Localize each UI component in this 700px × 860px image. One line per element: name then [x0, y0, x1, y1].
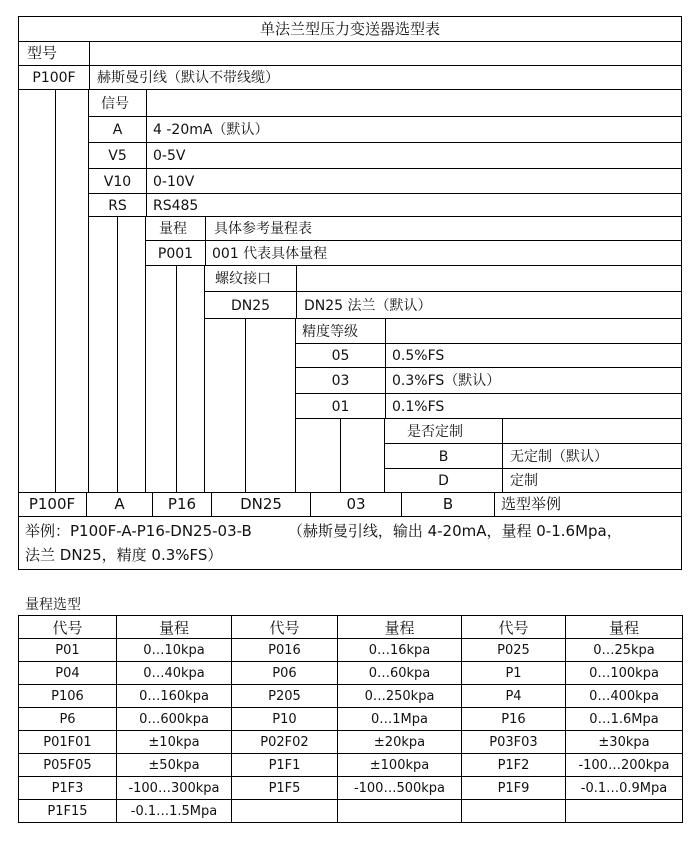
table-cell: P1F2 [462, 754, 566, 777]
table-cell: ±10kpa [117, 731, 232, 754]
table-cell: 0…10kpa [117, 639, 232, 662]
table-cell: P01 [19, 639, 117, 662]
range-table-header-row [19, 616, 683, 639]
table-cell: P04 [19, 662, 117, 685]
table-cell: P1F9 [462, 777, 566, 800]
connector-line [88, 217, 89, 493]
accuracy-code: 01 [331, 399, 350, 415]
table-cell: -100…200kpa [566, 754, 683, 777]
table-cell: 0…60kpa [338, 662, 462, 685]
signal-row-v5 [88, 142, 682, 169]
example-thread: DN25 [212, 492, 311, 516]
table-row [19, 800, 683, 823]
table-cell: 0…600kpa [117, 708, 232, 731]
table-cell: ±100kpa [338, 754, 462, 777]
signal-row-v10 [88, 168, 682, 194]
connector-line [204, 319, 205, 493]
table-row [19, 731, 683, 754]
table-cell: 0…1.6Mpa [566, 708, 683, 731]
example-accuracy: 03 [311, 492, 402, 516]
signal-desc: 0-5V [153, 148, 186, 164]
table-cell: ±50kpa [117, 754, 232, 777]
example-signal: A [87, 492, 153, 516]
signal-row-a [88, 116, 682, 143]
table-cell: 0…400kpa [566, 685, 683, 708]
accuracy-desc: 0.3%FS（默认） [392, 373, 501, 389]
table-cell: P6 [19, 708, 117, 731]
custom-desc: 无定制（默认） [510, 449, 608, 465]
range-header-row [145, 216, 682, 241]
table-cell: P4 [462, 685, 566, 708]
example-note-code: 举例：P100F-A-P16-DN25-03-B [25, 522, 252, 540]
custom-header: 是否定制 [407, 424, 463, 440]
accuracy-row-01 [295, 393, 682, 419]
signal-code: RS [108, 198, 127, 214]
example-note [18, 516, 682, 570]
signal-desc: 4 -20mA（默认） [153, 122, 269, 138]
example-model: P100F [18, 492, 87, 516]
signal-header-row [88, 89, 682, 117]
custom-desc: 定制 [510, 473, 538, 489]
connector-line [145, 266, 146, 493]
table-cell: 0…40kpa [117, 662, 232, 685]
table-row [19, 662, 683, 685]
selection-table-title-row [18, 16, 682, 42]
connector-line [295, 419, 296, 493]
connector-line [55, 89, 56, 493]
connector-line [340, 419, 341, 493]
accuracy-header-row [295, 318, 682, 344]
range-header-desc: 具体参考量程表 [214, 221, 312, 237]
model-code-row [18, 65, 682, 90]
table-cell [462, 800, 566, 823]
table-cell: P106 [19, 685, 117, 708]
table-cell: 0…16kpa [338, 639, 462, 662]
table-row [19, 777, 683, 800]
accuracy-code: 05 [331, 348, 350, 364]
table-cell: ±30kpa [566, 731, 683, 754]
range-code-row [145, 240, 682, 266]
connector-line [117, 217, 118, 493]
table-cell: P025 [462, 639, 566, 662]
table-cell: -0.1…1.5Mpa [117, 800, 232, 823]
example-note-line2: 法兰 DN25，精度 0.3%FS） [25, 546, 223, 564]
table-cell: 0…1Mpa [338, 708, 462, 731]
thread-header-row [204, 265, 682, 292]
table-cell: -100…300kpa [117, 777, 232, 800]
custom-row-b [384, 443, 682, 469]
table-cell: -100…500kpa [338, 777, 462, 800]
example-range: P16 [153, 492, 212, 516]
connector-line [176, 266, 177, 493]
table-row [19, 708, 683, 731]
connector-line [245, 319, 246, 493]
table-cell: P1F15 [19, 800, 117, 823]
column-header: 代号 [232, 616, 338, 639]
range-table-title: 量程选型 [25, 597, 81, 613]
example-custom: B [402, 492, 495, 516]
custom-code: B [438, 449, 449, 465]
table-cell: ±20kpa [338, 731, 462, 754]
table-cell: -0.1…0.9Mpa [566, 777, 683, 800]
column-header: 代号 [19, 616, 117, 639]
accuracy-code: 03 [331, 373, 350, 389]
model-desc: 赫斯曼引线（默认不带线缆） [97, 70, 279, 86]
custom-row-d [384, 468, 682, 493]
table-cell: P1F3 [19, 777, 117, 800]
model-code: P100F [32, 70, 76, 86]
accuracy-desc: 0.5%FS [392, 348, 445, 364]
range-code: P001 [157, 246, 194, 262]
example-note-detail: （赫斯曼引线，输出 4-20mA，量程 0-1.6Mpa， [287, 522, 622, 540]
model-header: 型号 [27, 44, 58, 62]
table-cell: 0…25kpa [566, 639, 683, 662]
table-cell: P205 [232, 685, 338, 708]
connector-line [18, 89, 19, 493]
selection-table-title: 单法兰型压力变送器选型表 [259, 20, 440, 38]
signal-code: V10 [103, 174, 132, 190]
accuracy-row-03 [295, 367, 682, 394]
table-cell: 0…250kpa [338, 685, 462, 708]
column-header: 代号 [462, 616, 566, 639]
signal-row-rs [88, 193, 682, 217]
column-header: 量程 [566, 616, 683, 639]
signal-code: A [112, 122, 123, 138]
table-cell: P05F05 [19, 754, 117, 777]
table-cell: P02F02 [232, 731, 338, 754]
custom-header-row [384, 418, 682, 444]
signal-desc: RS485 [153, 198, 199, 214]
table-cell: P16 [462, 708, 566, 731]
table-cell: P10 [232, 708, 338, 731]
range-header: 量程 [159, 221, 187, 237]
signal-code: V5 [108, 148, 127, 164]
column-header: 量程 [338, 616, 462, 639]
range-table [18, 615, 683, 823]
signal-desc: 0-10V [153, 174, 195, 190]
table-cell: P03F03 [462, 731, 566, 754]
example-label: 选型举例 [501, 495, 562, 513]
thread-code-row [204, 291, 682, 319]
table-cell [566, 800, 683, 823]
model-header-row [18, 41, 682, 66]
accuracy-desc: 0.1%FS [392, 399, 445, 415]
thread-header: 螺纹接口 [215, 271, 271, 287]
column-header: 量程 [117, 616, 232, 639]
signal-header: 信号 [101, 96, 129, 112]
thread-code: DN25 [230, 298, 271, 314]
range-desc: 001 代表具体量程 [212, 246, 328, 262]
accuracy-header: 精度等级 [302, 324, 358, 340]
table-cell: P016 [232, 639, 338, 662]
example-selection-cells [18, 492, 682, 516]
table-cell [232, 800, 338, 823]
table-row [19, 685, 683, 708]
table-cell: P1F5 [232, 777, 338, 800]
custom-code: D [438, 473, 449, 489]
table-cell [338, 800, 462, 823]
table-cell: P1F1 [232, 754, 338, 777]
accuracy-row-05 [295, 343, 682, 368]
table-cell: P06 [232, 662, 338, 685]
table-cell: P1 [462, 662, 566, 685]
table-row [19, 754, 683, 777]
table-row [19, 639, 683, 662]
table-cell: 0…100kpa [566, 662, 683, 685]
table-cell: P01F01 [19, 731, 117, 754]
table-cell: 0…160kpa [117, 685, 232, 708]
thread-desc: DN25 法兰（默认） [304, 298, 432, 314]
